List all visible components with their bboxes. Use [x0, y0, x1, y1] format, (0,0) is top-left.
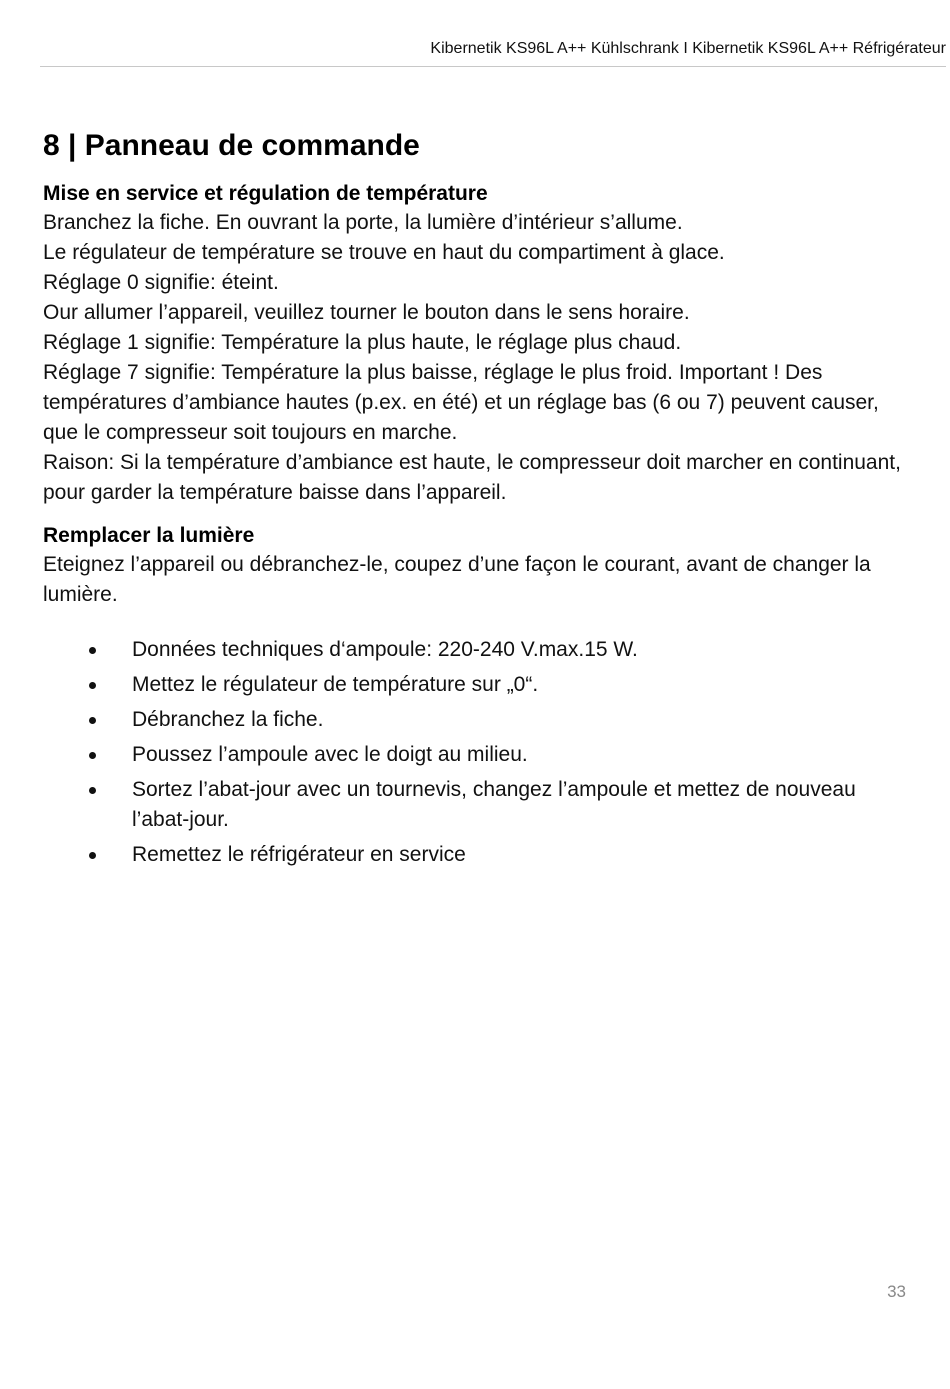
list-item-text: Débranchez la fiche. [132, 708, 324, 731]
bullet-icon [89, 717, 96, 724]
subsection-heading-light: Remplacer la lumière [43, 524, 255, 547]
list-item-text: Remettez le réfrigérateur en service [132, 843, 466, 866]
page-number: 33 [887, 1282, 906, 1301]
list-item-text: Mettez le régulateur de température sur „0“. [132, 673, 539, 696]
list-item [43, 635, 903, 665]
list-item [43, 705, 903, 735]
paragraph: Raison: Si la température d’ambiance est haute, le compresseur doit marcher en continuant, pour garder la température baisse dans l’appareil. [43, 451, 901, 504]
paragraph: Our allumer l’appareil, veuillez tourner le bouton dans le sens horaire. [43, 301, 690, 324]
paragraph: Réglage 0 signifie: éteint. [43, 271, 279, 294]
bullet-icon [89, 852, 96, 859]
paragraph: Le régulateur de température se trouve en haut du compartiment à glace. [43, 241, 725, 264]
list-item [43, 670, 903, 700]
bullet-icon [89, 752, 96, 759]
subsection-heading-temperature: Mise en service et régulation de température [43, 182, 488, 205]
bullet-icon [89, 647, 96, 654]
list-item [43, 740, 903, 770]
paragraph: Eteignez l’appareil ou débranchez-le, coupez d’une façon le courant, avant de changer la lumière. [43, 553, 871, 606]
paragraph: Branchez la fiche. En ouvrant la porte, la lumière d’intérieur s’allume. [43, 211, 683, 234]
list-item-text: Sortez l’abat-jour avec un tournevis, changez l’ampoule et mettez de nouveau l’abat-jour. [132, 778, 856, 831]
paragraph: Réglage 7 signifie: Température la plus baisse, réglage le plus froid. Important ! Des températures d’ambiance hautes (p.ex. en été) et un réglage bas (6 ou 7) peuvent causer, que le compresseur soit toujours en marche. [43, 361, 879, 444]
page-header [40, 0, 946, 67]
page-content [43, 126, 903, 875]
list-item [43, 840, 903, 870]
bullet-list [43, 635, 903, 870]
section-title: 8 | Panneau de commande [43, 129, 420, 162]
list-item [43, 775, 903, 835]
running-title: Kibernetik KS96L A++ Kühlschrank I Kibernetik KS96L A++ Réfrigérateur [430, 40, 946, 57]
bullet-icon [89, 682, 96, 689]
paragraph: Réglage 1 signifie: Température la plus haute, le réglage plus chaud. [43, 331, 682, 354]
list-item-text: Données techniques d‘ampoule: 220-240 V.max.15 W. [132, 638, 638, 661]
bullet-icon [89, 787, 96, 794]
list-item-text: Poussez l’ampoule avec le doigt au milieu. [132, 743, 528, 766]
